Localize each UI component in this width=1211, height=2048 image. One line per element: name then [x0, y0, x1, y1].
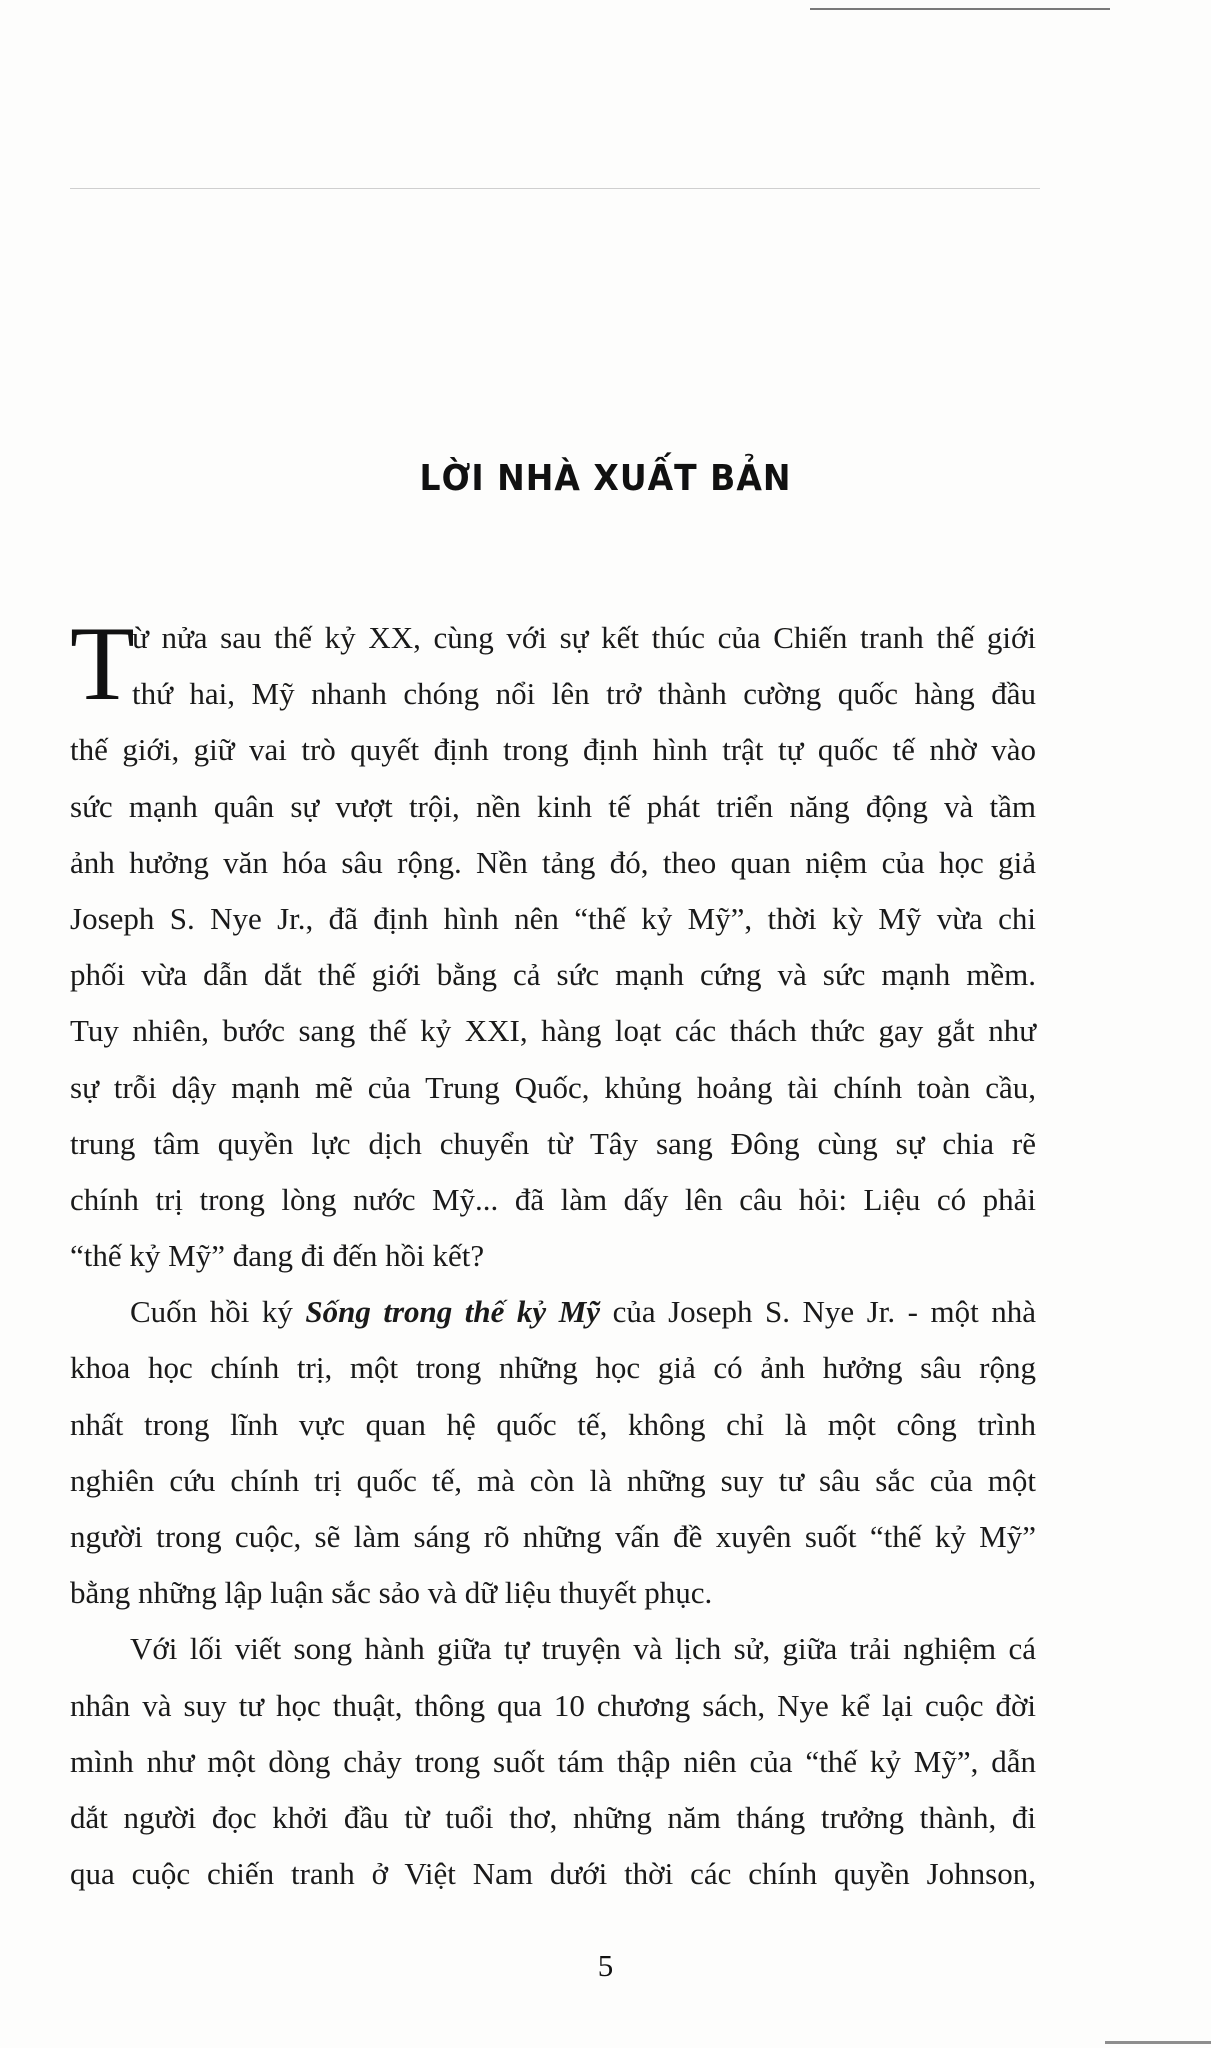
- paragraph-2: [70, 1284, 1036, 1621]
- paragraph-line: nhân và suy tư học thuật, thông qua 10 chương sách, Nye kể lại cuộc đời: [70, 1687, 1036, 1723]
- paragraph-line: nghiên cứu chính trị quốc tế, mà còn là những suy tư sâu sắc của một: [70, 1462, 1036, 1498]
- paragraph-line: phối vừa dẫn dắt thế giới bằng cả sức mạnh cứng và sức mạnh mềm.: [70, 957, 1036, 993]
- paragraph-line: ảnh hưởng văn hóa sâu rộng. Nền tảng đó, theo quan niệm của học giả: [70, 844, 1036, 880]
- text-run: của Joseph S. Nye Jr. - một nhà: [600, 1294, 1036, 1330]
- paragraph-line: ừ nửa sau thế kỷ XX, cùng với sự kết thúc của Chiến tranh thế giới: [132, 620, 1036, 655]
- bleed-through-rule: [70, 188, 1040, 189]
- paragraph-line: dắt người đọc khởi đầu từ tuổi thơ, những năm tháng trưởng thành, đi: [70, 1799, 1036, 1835]
- paragraph-3: [70, 1621, 1036, 1902]
- scan-edge-line: [1105, 2041, 1211, 2044]
- paragraph-line: Tuy nhiên, bước sang thế kỷ XXI, hàng loạt các thách thức gay gắt như: [70, 1013, 1036, 1049]
- page-number: 5: [597, 1948, 614, 1983]
- paragraph-line: thế giới, giữ vai trò quyết định trong định hình trật tự quốc tế nhờ vào: [70, 732, 1036, 768]
- paragraph-line: trung tâm quyền lực dịch chuyển từ Tây sang Đông cùng sự chia rẽ: [70, 1125, 1036, 1161]
- paragraph-line: người trong cuộc, sẽ làm sáng rõ những vấn đề xuyên suốt “thế kỷ Mỹ”: [70, 1519, 1036, 1554]
- paragraph-line: “thế kỷ Mỹ” đang đi đến hồi kết?: [70, 1238, 485, 1274]
- paragraph-line: sức mạnh quân sự vượt trội, nền kinh tế phát triển năng động và tầm: [70, 788, 1036, 824]
- paragraph-line: [70, 1284, 1036, 1340]
- body-text: [70, 605, 1036, 1902]
- paragraph-line: Với lối viết song hành giữa tự truyện và lịch sử, giữa trải nghiệm cá: [130, 1631, 1036, 1667]
- paragraph-1: [70, 605, 1036, 1284]
- paragraph-line: Joseph S. Nye Jr., đã định hình nên “thế kỷ Mỹ”, thời kỳ Mỹ vừa chi: [70, 900, 1036, 936]
- paragraph-line: qua cuộc chiến tranh ở Việt Nam dưới thời các chính quyền Johnson,: [70, 1856, 1036, 1892]
- scan-edge-line: [810, 8, 1110, 10]
- paragraph-line: nhất trong lĩnh vực quan hệ quốc tế, không chỉ là một công trình: [70, 1406, 1036, 1442]
- book-title: Sống trong thế kỷ Mỹ: [305, 1294, 601, 1330]
- paragraph-line: khoa học chính trị, một trong những học giả có ảnh hưởng sâu rộng: [70, 1350, 1036, 1386]
- paragraph-line: mình như một dòng chảy trong suốt tám thập niên của “thế kỷ Mỹ”, dẫn: [70, 1743, 1036, 1779]
- text-run: Cuốn hồi ký: [130, 1294, 306, 1330]
- paragraph-line: chính trị trong lòng nước Mỹ... đã làm dấy lên câu hỏi: Liệu có phải: [70, 1181, 1036, 1217]
- paragraph-line: thứ hai, Mỹ nhanh chóng nổi lên trở thành cường quốc hàng đầu: [132, 676, 1036, 712]
- drop-cap: T: [70, 605, 135, 722]
- paragraph-line: sự trỗi dậy mạnh mẽ của Trung Quốc, khủng hoảng tài chính toàn cầu,: [70, 1069, 1036, 1105]
- page-heading: LỜI NHÀ XUẤT BẢN: [419, 456, 792, 499]
- paragraph-line: bằng những lập luận sắc sảo và dữ liệu thuyết phục.: [70, 1575, 713, 1611]
